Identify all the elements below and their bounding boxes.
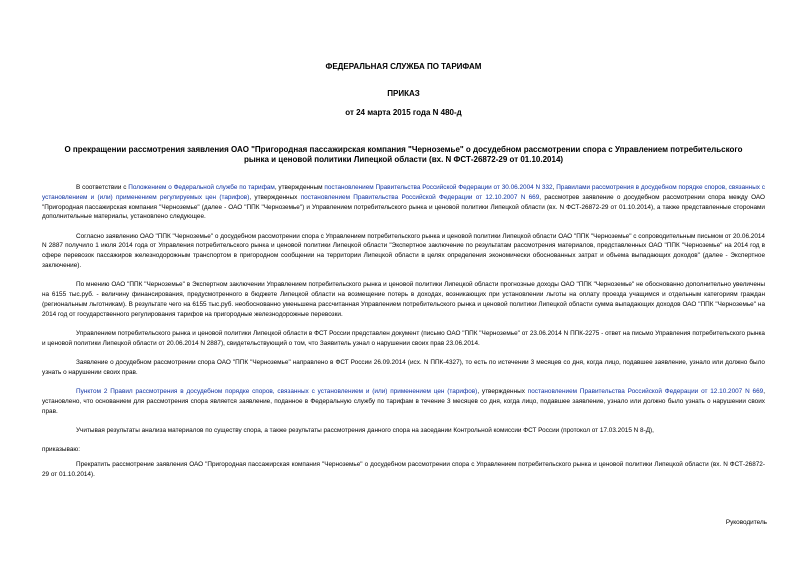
text-segment: , bbox=[552, 184, 557, 191]
paragraph-application: Согласно заявлению ОАО "ППК "Черноземье" о досудебном рассмотрении спора с Управлением потребительского рынка и ценовой политики Липецкой области ОАО "ППК "Черноземье" с сопроводительным письмом от 20.06.2014 N 2887 получило 1 июля 2014 года от Управления потребительского рынка и ценовой политики Липецкой области "Экспертное заключение по результатам рассмотрения материалов, представленных ОАО "ППК "Черноземье" на 2014 год в сфере перевозок пассажиров железнодорожным транспортом в пригородном сообщении на территории Липецкой области в целях определения экономически обоснованных затрат и объема выпадающих доходов" (далее - Экспертное заключение). bbox=[42, 232, 765, 270]
link-dispute-rules[interactable]: Правилами рассмотрения в досудебном порядке споров, связанных с установлением и (или) применением регулируемых цен (тарифов) bbox=[42, 184, 765, 201]
text-segment: , рассмотрев заявление о досудебном рассмотрении спора между ОАО "Пригородная пассажирская компания "Черноземье" (далее - ОАО "ППК "Черноземье") и Управлением потребительского рынка и ценовой политики Липецкой области (вх. N ФСТ-26872-29 от 01.10.2014), а также представленные сторонами дополнительные материалы, установлено следующее. bbox=[42, 193, 766, 221]
document-date: от 24 марта 2015 года N 480-д bbox=[345, 108, 462, 117]
text-segment: В соответствии с bbox=[76, 184, 129, 191]
link-government-decree-332[interactable]: постановлением Правительства Российской Федерации от 30.06.2004 N 332 bbox=[324, 184, 553, 191]
signature-title: Руководитель bbox=[725, 519, 767, 526]
text-segment: , утвержденных bbox=[477, 388, 528, 396]
paragraph-deadline: Заявление о досудебном рассмотрении спора ОАО "ППК "Черноземье" направлено в ФСТ России 26.09.2014 (исх. N ППК-4327), то есть по истечении 3 месяцев со дня, когда лицо, подавшее заявление, узнало или должно было узнать о нарушении своих прав. bbox=[42, 359, 765, 376]
paragraph-legal-basis bbox=[42, 183, 765, 222]
link-government-decree-669[interactable]: постановлением Правительства Российской Федерации от 12.10.2007 N 669 bbox=[300, 193, 540, 201]
paragraph-commission: Учитывая результаты анализа материалов по существу спора, а также результаты рассмотрения данного спора на заседании Контрольной комиссии ФСТ России (протокол от 17.03.2015 N 8-Д), bbox=[76, 427, 654, 435]
link-rules-clause-2[interactable]: Пунктом 2 Правил рассмотрения в досудебном порядке споров, связанных с установлением и (или) применением цен (тарифов) bbox=[76, 388, 478, 396]
paragraph-decision: Прекратить рассмотрение заявления ОАО "Пригородная пассажирская компания "Черноземье" о досудебном рассмотрении спора с Управлением потребительского рынка и ценовой политики Липецкой области (вх. N ФСТ-26872-29 от 01.10.2014). bbox=[42, 461, 765, 479]
text-segment: , утвержденным bbox=[274, 184, 325, 191]
order-word: приказываю: bbox=[42, 446, 80, 454]
document-type: ПРИКАЗ bbox=[387, 89, 420, 98]
text-segment: , утвержденных bbox=[249, 193, 301, 201]
paragraph-rules-reference bbox=[42, 387, 765, 416]
link-fst-regulation[interactable]: Положением о Федеральной службе по тарифам bbox=[128, 184, 275, 191]
text-segment: , установлено, что основанием для рассмотрения спора является заявление, поданное в Федеральную службу по тарифам в течение 3 месяцев со дня, когда лицо, подавшее заявление, узнало или должно было узнать о нарушении своих прав. bbox=[42, 388, 765, 415]
paragraph-evidence: Управлением потребительского рынка и ценовой политики Липецкой области в ФСТ России представлен документ (письмо ОАО "ППК "Черноземье" от 23.06.2014 N ППК-2275 - ответ на письмо Управления потребительского рынка и ценовой политики Липецкой области от 20.06.2014 N 2887), свидетельствующий о том, что Заявитель узнал о нарушении своих прав 23.06.2014. bbox=[42, 330, 765, 347]
agency-title: ФЕДЕРАЛЬНАЯ СЛУЖБА ПО ТАРИФАМ bbox=[325, 62, 482, 71]
document-subject: О прекращении рассмотрения заявления ОАО "Пригородная пассажирская компания "Черноземье" о досудебном рассмотрении спора с Управлением потребительского рынка и ценовой политики Липецкой области (вх. N ФСТ-26872-29 от 01.10.2014) bbox=[64, 145, 743, 164]
link-government-decree-669-second[interactable]: постановлением Правительства Российской Федерации от 12.10.2007 N 669 bbox=[527, 388, 764, 396]
paragraph-opinion: По мнению ОАО "ППК "Черноземье" в Экспертном заключении Управлением потребительского рынка и ценовой политики Липецкой области прогнозные доходы ОАО "ППК "Черноземье" не обоснованно дополнительно увеличены на 6155 тыс.руб. - величину финансирования, предусмотренного в бюджете Липецкой области на возмещение потерь в доходах, возникающих при установлении льготы на оплату проезда учащимся и отдельным категориям граждан (региональным льготникам). В результате чего на 6155 тыс.руб. необоснованно уменьшена рассчитанная Управлением потребительского рынка и ценовой политики Липецкой области сумма выпадающих доходов ОАО "ППК "Черноземье" на 2014 год от государственного регулирования тарифов на пригородные железнодорожные перевозки. bbox=[42, 281, 765, 318]
